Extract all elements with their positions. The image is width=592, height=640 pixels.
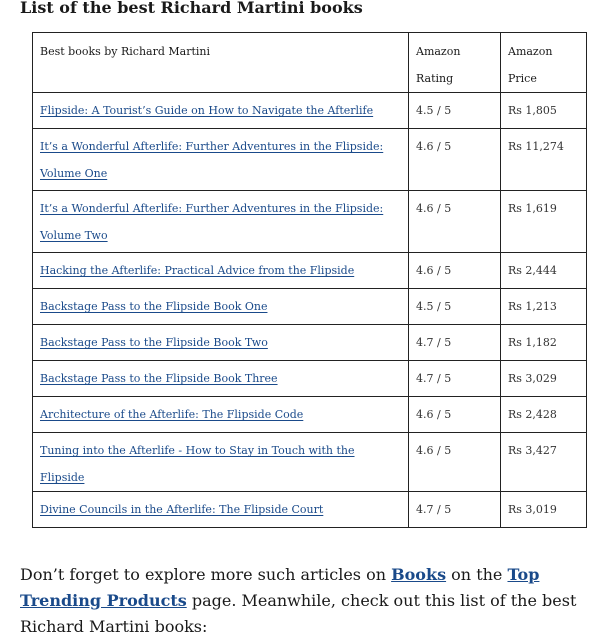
- table-row: [33, 397, 587, 433]
- table-row: [33, 492, 587, 528]
- header-price: Amazon Price: [501, 33, 587, 93]
- book-title-cell: [33, 492, 409, 528]
- book-link[interactable]: Backstage Pass to the Flipside Book Two: [40, 336, 268, 349]
- book-title-cell: [33, 129, 409, 191]
- header-book: Best books by Richard Martini: [33, 33, 409, 93]
- table-row: [33, 253, 587, 289]
- book-title-cell: [33, 361, 409, 397]
- rating-cell: 4.7 / 5: [409, 492, 501, 528]
- books-table: [32, 32, 587, 528]
- table-row: [33, 325, 587, 361]
- book-title-cell: [33, 397, 409, 433]
- book-title-cell: [33, 433, 409, 492]
- table-row: [33, 433, 587, 492]
- book-title-cell: [33, 325, 409, 361]
- book-title-cell: [33, 253, 409, 289]
- explore-note: [20, 562, 580, 640]
- book-link[interactable]: Divine Councils in the Afterlife: The Flipside Court: [40, 503, 324, 516]
- book-link[interactable]: Hacking the Afterlife: Practical Advice from the Flipside: [40, 264, 355, 277]
- book-title-cell: [33, 289, 409, 325]
- book-link[interactable]: It’s a Wonderful Afterlife: Further Adventures in the Flipside: Volume One: [40, 140, 384, 180]
- price-cell: Rs 3,019: [501, 492, 587, 528]
- rating-cell: 4.6 / 5: [409, 433, 501, 492]
- table-row: [33, 361, 587, 397]
- table-row: [33, 191, 587, 253]
- rating-cell: 4.7 / 5: [409, 325, 501, 361]
- book-link[interactable]: Backstage Pass to the Flipside Book Three: [40, 372, 278, 385]
- book-title-cell: [33, 191, 409, 253]
- price-cell: Rs 3,029: [501, 361, 587, 397]
- price-cell: Rs 2,428: [501, 397, 587, 433]
- rating-cell: 4.6 / 5: [409, 253, 501, 289]
- book-link[interactable]: Tuning into the Afterlife - How to Stay in Touch with the Flipside: [40, 444, 355, 484]
- note-text-start: Don’t forget to explore more such articles on: [20, 565, 392, 584]
- price-cell: Rs 2,444: [501, 253, 587, 289]
- books-link[interactable]: Books: [391, 565, 447, 584]
- book-link[interactable]: Architecture of the Afterlife: The Flipside Code: [40, 408, 304, 421]
- table-row: [33, 289, 587, 325]
- price-cell: Rs 1,805: [501, 93, 587, 129]
- price-cell: Rs 1,213: [501, 289, 587, 325]
- book-title-cell: [33, 93, 409, 129]
- rating-cell: 4.6 / 5: [409, 191, 501, 253]
- note-text-end: page. Meanwhile, check out this list of the best Richard Martini books:: [20, 591, 577, 636]
- book-link[interactable]: It’s a Wonderful Afterlife: Further Adventures in the Flipside: Volume Two: [40, 202, 384, 242]
- table-header-row: [33, 33, 587, 93]
- rating-cell: 4.6 / 5: [409, 129, 501, 191]
- top-trending-products-link[interactable]: Top Trending Products: [20, 565, 540, 610]
- price-cell: Rs 1,182: [501, 325, 587, 361]
- rating-cell: 4.6 / 5: [409, 397, 501, 433]
- book-link[interactable]: Flipside: A Tourist’s Guide on How to Navigate the Afterlife: [40, 104, 374, 117]
- rating-cell: 4.7 / 5: [409, 361, 501, 397]
- table-row: [33, 93, 587, 129]
- note-text-middle: on the: [446, 565, 508, 584]
- section-heading: List of the best Richard Martini books: [20, 0, 363, 17]
- price-cell: Rs 1,619: [501, 191, 587, 253]
- rating-cell: 4.5 / 5: [409, 93, 501, 129]
- price-cell: Rs 3,427: [501, 433, 587, 492]
- price-cell: Rs 11,274: [501, 129, 587, 191]
- table-row: [33, 129, 587, 191]
- header-rating: Amazon Rating: [409, 33, 501, 93]
- rating-cell: 4.5 / 5: [409, 289, 501, 325]
- book-link[interactable]: Backstage Pass to the Flipside Book One: [40, 300, 268, 313]
